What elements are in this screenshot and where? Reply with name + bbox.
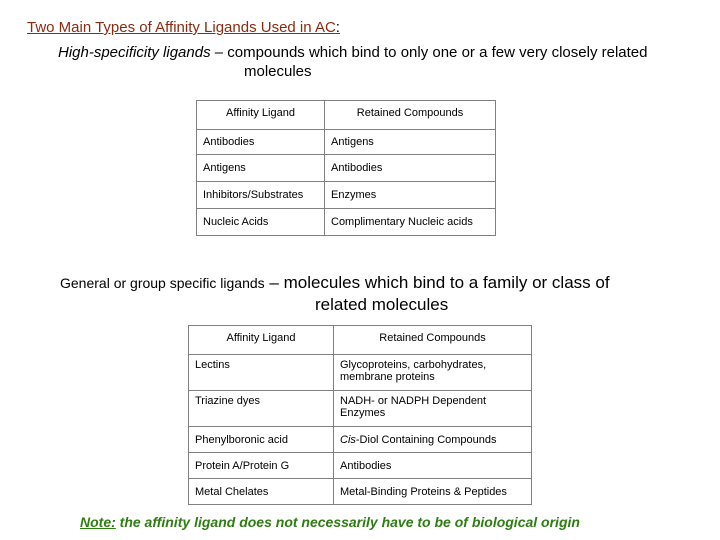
table-header-row <box>197 101 496 130</box>
heading-title: Two Main Types of Affinity Ligands Used in AC <box>27 19 336 36</box>
slide-heading <box>27 19 340 36</box>
general-definition-1: – molecules which bind to a family or class of <box>264 273 610 292</box>
ligand-cell: Lectins <box>189 355 334 391</box>
header-retained-compounds: Retained Compounds <box>325 101 496 130</box>
header-retained-compounds: Retained Compounds <box>334 326 532 355</box>
compound-cell: Enzymes <box>325 182 496 209</box>
high-specificity-table <box>196 100 496 236</box>
general-term: General or group specific ligands <box>60 275 265 291</box>
ligand-cell: Nucleic Acids <box>197 209 325 236</box>
table-row <box>189 453 532 479</box>
footnote <box>80 514 580 530</box>
compound-cell <box>334 355 532 391</box>
compound-cell <box>334 427 532 453</box>
ligand-cell: Antibodies <box>197 130 325 155</box>
compound-line: Glycoproteins, carbohydrates, <box>340 359 487 371</box>
high-specificity-description <box>58 43 708 81</box>
table-row <box>197 182 496 209</box>
table-row <box>189 391 532 427</box>
compound-cell <box>334 391 532 427</box>
table-row <box>189 355 532 391</box>
heading-colon: : <box>335 19 340 36</box>
ligand-cell: Protein A/Protein G <box>189 453 334 479</box>
compound-cell: Antibodies <box>334 453 532 479</box>
header-affinity-ligand: Affinity Ligand <box>197 101 325 130</box>
general-ligands-description <box>60 272 680 316</box>
general-ligands-table <box>188 325 532 505</box>
high-specificity-definition-1: – compounds which bind to only one or a few very closely related <box>210 44 648 61</box>
compound-cell: Metal-Binding Proteins & Peptides <box>334 479 532 505</box>
ligand-cell: Phenylboronic acid <box>189 427 334 453</box>
table-header-row <box>189 326 532 355</box>
compound-cell: Antibodies <box>325 155 496 182</box>
table-row <box>189 479 532 505</box>
compound-line: NADH- or NADPH Dependent <box>340 395 487 407</box>
note-text: the affinity ligand does not necessarily have to be of biological origin <box>115 514 580 530</box>
ligand-cell: Metal Chelates <box>189 479 334 505</box>
ligand-cell: Inhibitors/Substrates <box>197 182 325 209</box>
ligand-cell: Triazine dyes <box>189 391 334 427</box>
high-specificity-term: High-specificity ligands <box>58 44 211 61</box>
ligand-cell: Antigens <box>197 155 325 182</box>
general-definition-2: related molecules <box>315 295 449 314</box>
compound-cell: Complimentary Nucleic acids <box>325 209 496 236</box>
compound-line: membrane proteins <box>340 371 435 383</box>
compound-line: Enzymes <box>340 407 386 419</box>
table-row <box>197 209 496 236</box>
table-row <box>197 155 496 182</box>
compound-line: -Diol Containing Compounds <box>355 433 497 446</box>
high-specificity-definition-2: molecules <box>244 63 312 80</box>
note-lead: Note: <box>80 514 116 530</box>
header-affinity-ligand: Affinity Ligand <box>189 326 334 355</box>
compound-prefix: Cis <box>340 433 356 446</box>
table-row <box>197 130 496 155</box>
table-row <box>189 427 532 453</box>
compound-cell: Antigens <box>325 130 496 155</box>
